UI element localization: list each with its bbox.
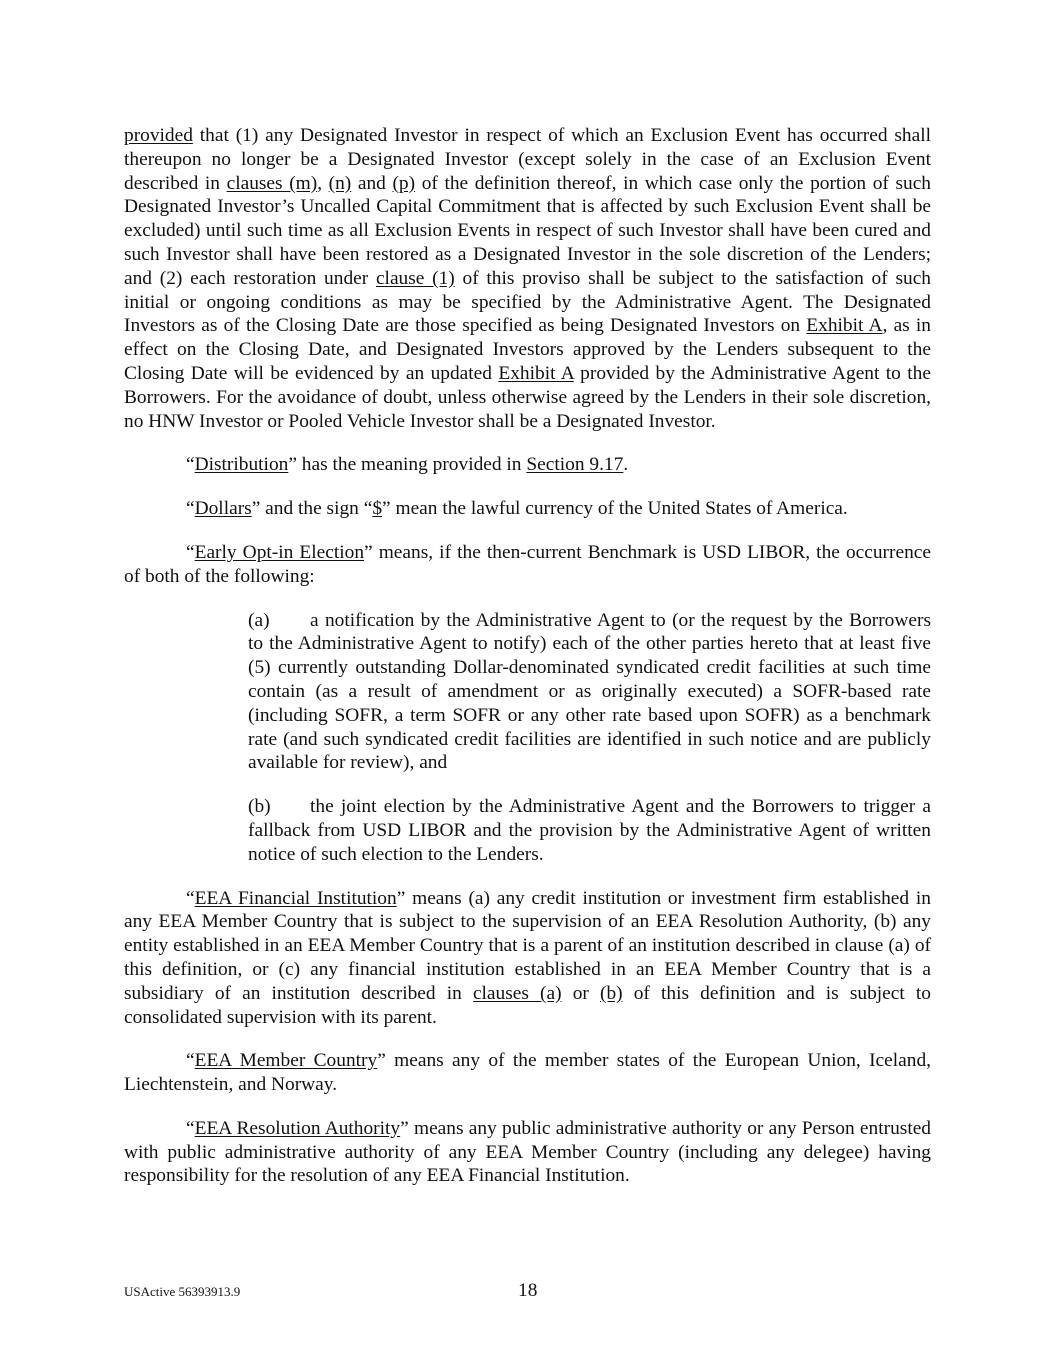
definition-early-opt-in-election: “Early Opt-in Election” means, if the then-current Benchmark is USD LIBOR, the occurrence of both of the following: [124,541,931,587]
subclause-text: the joint election by the Administrative Agent and the Borrowers to trigger a fallback from USD LIBOR and the provision by the Administrative Agent of written notice of such election to the Lenders. [248,796,931,865]
defined-term: Dollars [194,498,252,520]
clause-reference: (b) [599,982,623,1004]
exhibit-reference: Exhibit A [806,315,883,337]
dollar-sign: $ [372,498,383,520]
page-number: 18 [518,1280,538,1301]
clause-reference: (p) [392,172,416,194]
subclause-label: (a) [248,609,270,631]
document-id: USActive 56393913.9 [124,1284,241,1299]
defined-term: EEA Member Country [194,1050,378,1072]
definition-eea-resolution-authority: “EEA Resolution Authority” means any public administrative authority or any Person entrusted with public administrative authority of any EEA Member Country (including any delegee) having responsibility for the resolution of any EEA Financial Institution. [124,1117,932,1187]
exhibit-reference: Exhibit A [498,362,574,384]
definition-distribution: “Distribution” has the meaning provided in Section 9.17. [186,454,629,476]
clause-reference: clauses (m) [226,172,318,194]
defined-term: Distribution [194,454,289,476]
document-body [124,124,931,1208]
definition-eea-member-country: “EEA Member Country” means any of the member states of the European Union, Iceland, Liechtenstein, and Norway. [124,1050,931,1096]
defined-term: Early Opt-in Election [194,541,365,563]
clause-reference: (n) [328,172,352,194]
defined-term: EEA Financial Institution [194,887,397,909]
clause-reference: clause (1) [375,267,455,289]
subclause-a [248,609,931,776]
definition-eea-financial-institution: “EEA Financial Institution” means (a) any credit institution or investment firm established in any EEA Member Country that is subject to the supervision of an EEA Resolution Authority, (b) any entity established in an EEA Member Country that is a parent of an institution described in clause (a) of this definition, or (c) any financial institution established in an EEA Member Country that is a subsidiary of an institution described in clauses (a) or (b) of this definition and is subject to consolidated supervision with its parent. [124,887,931,1028]
underlined-term: provided [124,125,193,146]
designated-investor-proviso: provided that (1) any Designated Investor in respect of which an Exclusion Event has occurred shall thereupon no longer be a Designated Investor (except solely in the case of an Exclusion Event described in clauses (m), (n) and (p) of the definition thereof, in which case only the portion of such Designated Investor’s Uncalled Capital Commitment that is affected by such Exclusion Event shall be excluded) until such time as all Exclusion Events in respect of such Investor shall have been cured and such Investor shall have been restored as a Designated Investor in the sole discretion of the Lenders; and (2) each restoration under clause (1) of this proviso shall be subject to the satisfaction of such initial or ongoing conditions as may be specified by the Administrative Agent. The Designated Investors as of the Closing Date are those specified as being Designated Investors on Exhibit A, as in effect on the Closing Date, and Designated Investors approved by the Lenders subsequent to the Closing Date will be evidenced by an updated Exhibit A provided by the Administrative Agent to the Borrowers. For the avoidance of doubt, unless otherwise agreed by the Lenders in their sole discretion, no HNW Investor or Pooled Vehicle Investor shall be a Designated Investor. [124,125,932,432]
definition-dollars: “Dollars” and the sign “$” mean the lawful currency of the United States of America. [186,498,848,520]
subclause-text: a notification by the Administrative Agent to (or the request by the Borrowers to the Administrative Agent to notify) each of the other parties hereto that at least five (5) currently outstanding Dollar-denominated syndicated credit facilities at such time contain (as a result of amendment or as originally executed) a SOFR-based rate (including SOFR, a term SOFR or any other rate based upon SOFR) as a benchmark rate (and such syndicated credit facilities are identified in such notice and are publicly available for review), and [248,609,931,774]
defined-term: EEA Resolution Authority [194,1117,401,1139]
section-reference: Section 9.17 [526,454,624,476]
subclause-b [248,795,931,866]
subclause-label: (b) [248,796,271,818]
clause-reference: clauses (a) [472,982,562,1004]
